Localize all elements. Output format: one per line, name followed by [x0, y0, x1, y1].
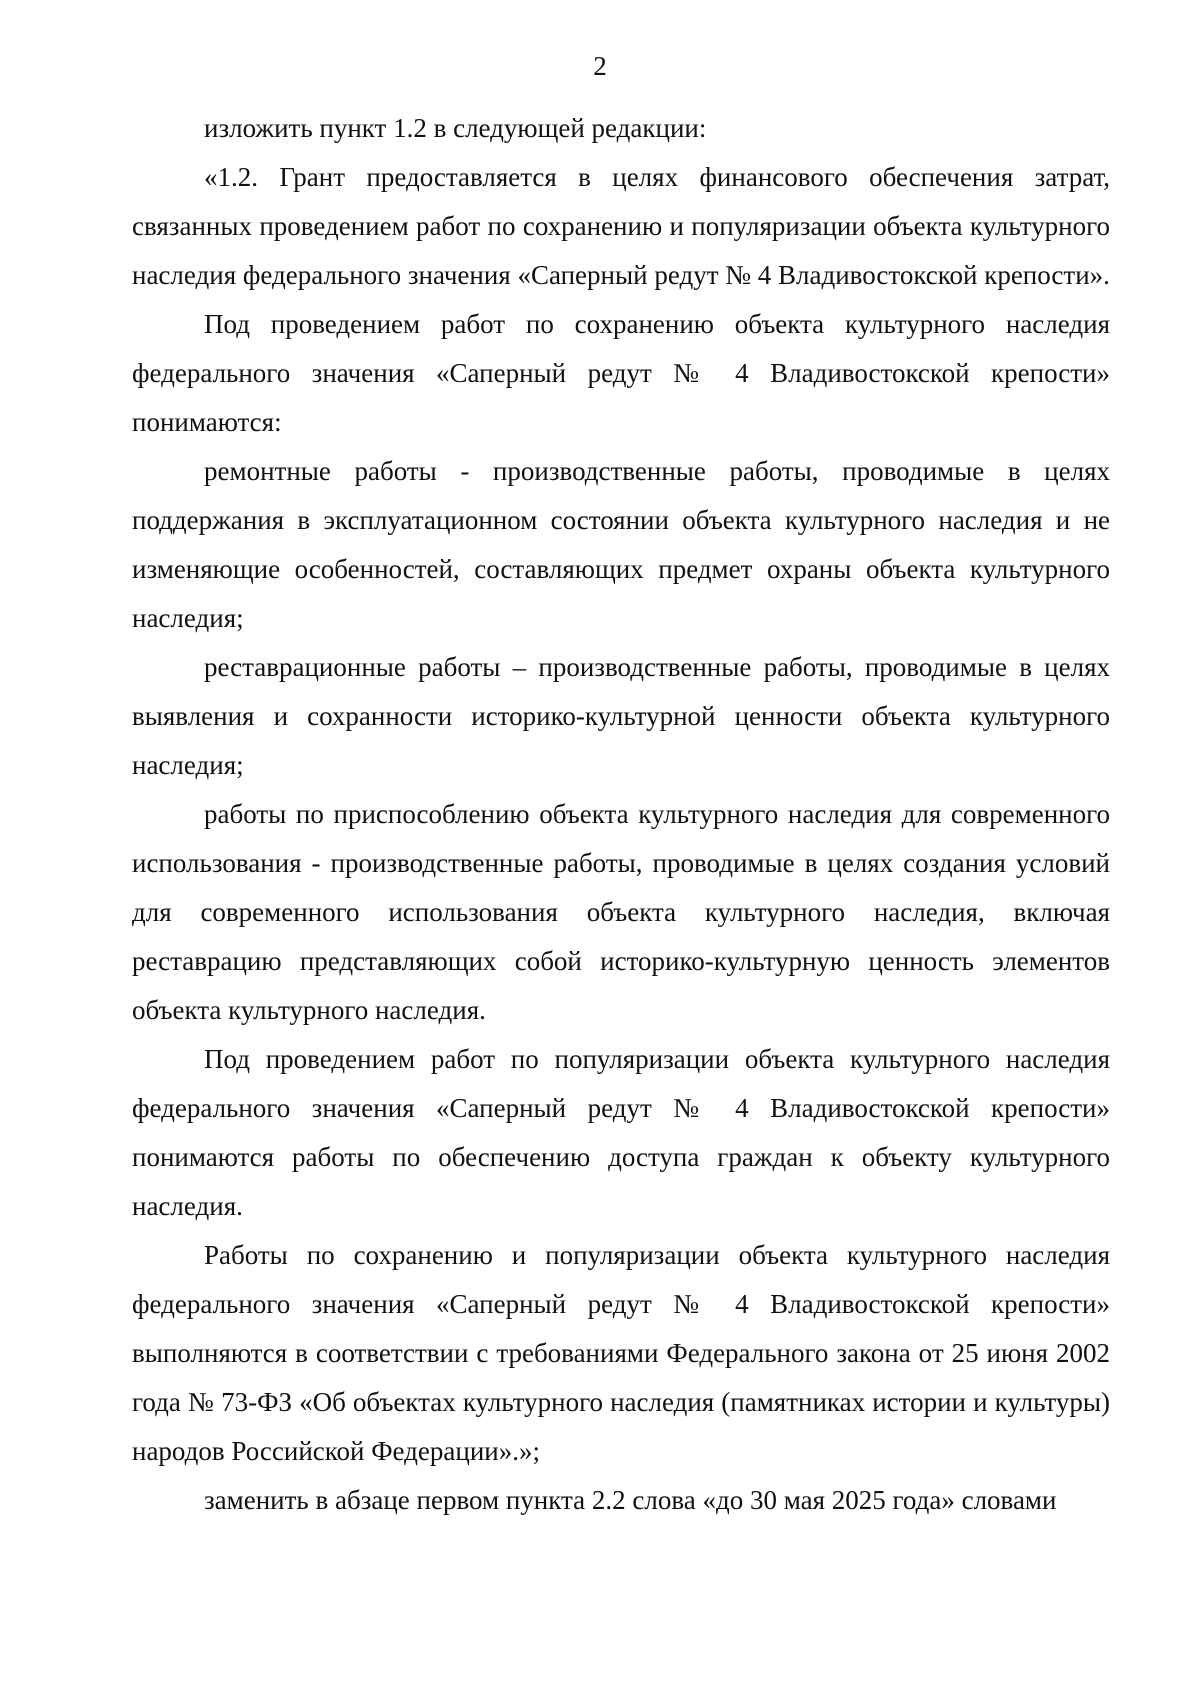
paragraph-legal-requirements: Работы по сохранению и популяризации объекта культурного наследия федерального значения «Саперный редут № 4 Владивостокской крепости» выполняются в соответствии с требованиями Федерального закона от 25 июня 2002 года № 73-ФЗ «Об объектах культурного наследия (памятниках истории и культуры) народов Российской Федерации».»;	[132, 1240, 1110, 1466]
paragraph-grant-purpose: «1.2. Грант предоставляется в целях финансового обеспечения затрат, связанных проведением работ по сохранению и популяризации объекта культурного наследия федерального значения «Саперный редут № 4 Владивостокской крепости».	[132, 162, 1110, 290]
paragraph-popularization-definition: Под проведением работ по популяризации объекта культурного наследия федерального значения «Саперный редут № 4 Владивостокской крепости» понимаются работы по обеспечению доступа граждан к объекту культурного наследия.	[132, 1044, 1110, 1221]
paragraph-restoration-works: реставрационные работы – производственные работы, проводимые в целях выявления и сохранности историко-культурной ценности объекта культурного наследия;	[132, 652, 1110, 780]
paragraph-adaptation-works: работы по приспособлению объекта культурного наследия для современного использования - производственные работы, проводимые в целях создания условий для современного использования объекта культурного наследия, включая реставрацию представляющих собой историко-культурную ценность элементов объекта культурного наследия.	[132, 799, 1110, 1025]
page-number: 2	[593, 51, 607, 81]
paragraph-intro: изложить пункт 1.2 в следующей редакции:	[204, 113, 707, 143]
paragraph-repair-works: ремонтные работы - производственные работы, проводимые в целях поддержания в эксплуатационном состоянии объекта культурного наследия и не изменяющие особенностей, составляющих предмет охраны объекта культурного наследия;	[132, 456, 1110, 633]
paragraph-preservation-definition: Под проведением работ по сохранению объекта культурного наследия федерального значения «Саперный редут № 4 Владивостокской крепости» понимаются:	[132, 309, 1110, 437]
paragraph-replace-clause: заменить в абзаце первом пункта 2.2 слова «до 30 мая 2025 года» словами	[204, 1485, 1057, 1515]
document-body	[132, 104, 1110, 1525]
